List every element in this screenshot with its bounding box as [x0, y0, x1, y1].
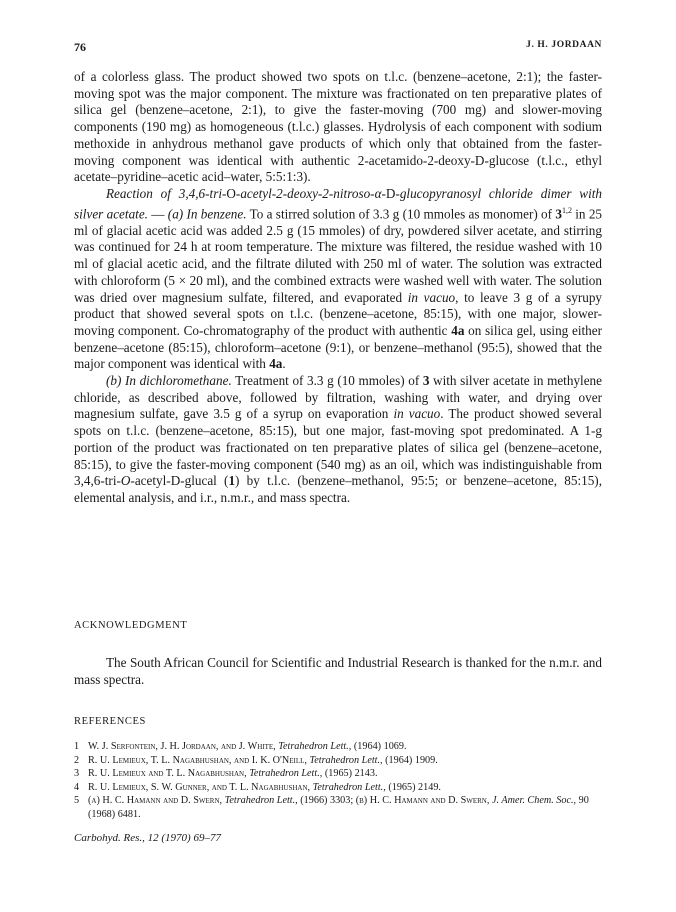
references-heading: REFERENCES [74, 716, 146, 727]
compound-ref: 3 [555, 206, 562, 222]
reference-number: 5 [74, 795, 80, 807]
reference-item: 2 R. U. Lemieux, T. L. Nagabhushan, and I. K. O'Neill, Tetrahedron Lett., (1964) 1909. [74, 754, 438, 766]
compound-ref: 3 [422, 373, 430, 389]
paragraph-3: (b) In dichloromethane. Treatment of 3.3 g (10 mmoles) of 3 with silver acetate in methylene chloride, as described above, followed by filtration, washing with water, and drying over magnesium sulfate, gave 3.5 g of a syrup on evaporation in vacuo. The product showed several spots on t.l.c. (benzene–acetone, 85:15), but one major, fast-moving spot predominated. A 1-g portion of the product was fractionated on ten preparative plates of silica gel (benzene–acetone, 85:15), to give the faster-moving component (540 mg) as an oil, which was indistinguishable from 3,4,6-tri-O-acetyl-D-glucal (1) by t.l.c. (benzene–methanol, 95:5; or benzene–acetone, 85:15), elemental analysis, and i.r., n.m.r., and mass spectra. [74, 373, 602, 505]
reaction-title: Reaction of 3,4,6-tri-O-acetyl-2-deoxy-2-nitroso-α-D-glucopyranosyl chloride dimer with silver acetate. [74, 185, 602, 222]
reference-item: 5 (a) H. C. Hamann and D. Swern, Tetrahedron Lett., (1966) 3303; (b) H. C. Hamann and D. Swern, J. Amer. Chem. Soc., 90 (1968) 6481. [74, 795, 589, 820]
reference-number: 4 [74, 781, 80, 793]
acknowledgment-text: The South African Council for Scientific and Industrial Research is thanked for the n.m.r. and mass spectra. [74, 655, 602, 687]
part-b-label: (b) In dichloromethane. [106, 373, 232, 389]
reference-item: 4 R. U. Lemieux, S. W. Gunner, and T. L. Nagabhushan, Tetrahedron Lett., (1965) 2149. [74, 781, 441, 793]
reference-item: 3 R. U. Lemieux and T. L. Nagabhushan, Tetrahedron Lett., (1965) 2143. [74, 768, 378, 780]
acknowledgment-heading: ACKNOWLEDGMENT [74, 620, 188, 631]
running-head [74, 40, 602, 56]
part-a-label: (a) In benzene. [167, 206, 247, 222]
body-text [74, 69, 602, 507]
running-author: J. H. JORDAAN [526, 40, 602, 50]
reference-item: 1 W. J. Serfontein, J. H. Jordaan, and J. White, Tetrahedron Lett., (1964) 1069. [74, 741, 407, 752]
reference-number: 1 [74, 741, 80, 752]
reference-number: 3 [74, 768, 80, 780]
paragraph-2: Reaction of 3,4,6-tri-O-acetyl-2-deoxy-2-nitroso-α-D-glucopyranosyl chloride dimer with silver acetate. — (a) In benzene. To a stirred solution of 3.3 g (10 mmoles as monomer) of 3$^{1,2}$ in 25 ml of glacial acetic acid was added 2.5 g (15 mmoles) of dry, powdered silver acetate, and stirring was continued for 24 h at room temperature. The mixture was filtered, the residue washed with 10 ml of glacial acetic acid, and the filtrate diluted with 250 ml of water. The solution was extracted with chloroform (5 × 20 ml), and the combined extracts were washed well with water. The solution was dried over magnesium sulfate, filtered, and evaporated in vacuo, to leave 3 g of a syrupy product that showed several spots on t.l.c. (benzene–acetone, 85:15), with one major, slower-moving component. Co-chromatography of the product with authentic 4a on silica gel, using either benzene–acetone (85:15), chloroform–acetone (9:1), or benzene–methanol (95:5), showed that the major component was identical with 4a. [74, 185, 603, 372]
compound-ref: 1 [228, 473, 236, 489]
reference-number: 2 [74, 754, 80, 766]
citation-sup: 1,2 [561, 205, 572, 215]
compound-ref: 4a [451, 322, 465, 338]
journal-citation: Carbohyd. Res., 12 (1970) 69–77 [74, 832, 221, 844]
page-number: 76 [74, 40, 86, 54]
reference-list [74, 740, 602, 822]
paragraph-1: of a colorless glass. The product showed two spots on t.l.c. (benzene–acetone, 2:1); the faster-moving spot was the major component. The mixture was fractionated on ten preparative plates of silica gel (benzene–acetone, 2:1), to give the faster-moving (700 mg) and slower-moving components (190 mg) as homogeneous (t.l.c.) glasses. Hydrolysis of each component with sodium methoxide in anhydrous methanol gave products of which only that obtained from the faster-moving component was identical with authentic 2-acetamido-2-deoxy-D-glucose (t.l.c., ethyl acetate–pyridine–acetic acid–water, 5:5:1:3). [74, 69, 602, 185]
compound-ref: 4a [269, 356, 283, 372]
